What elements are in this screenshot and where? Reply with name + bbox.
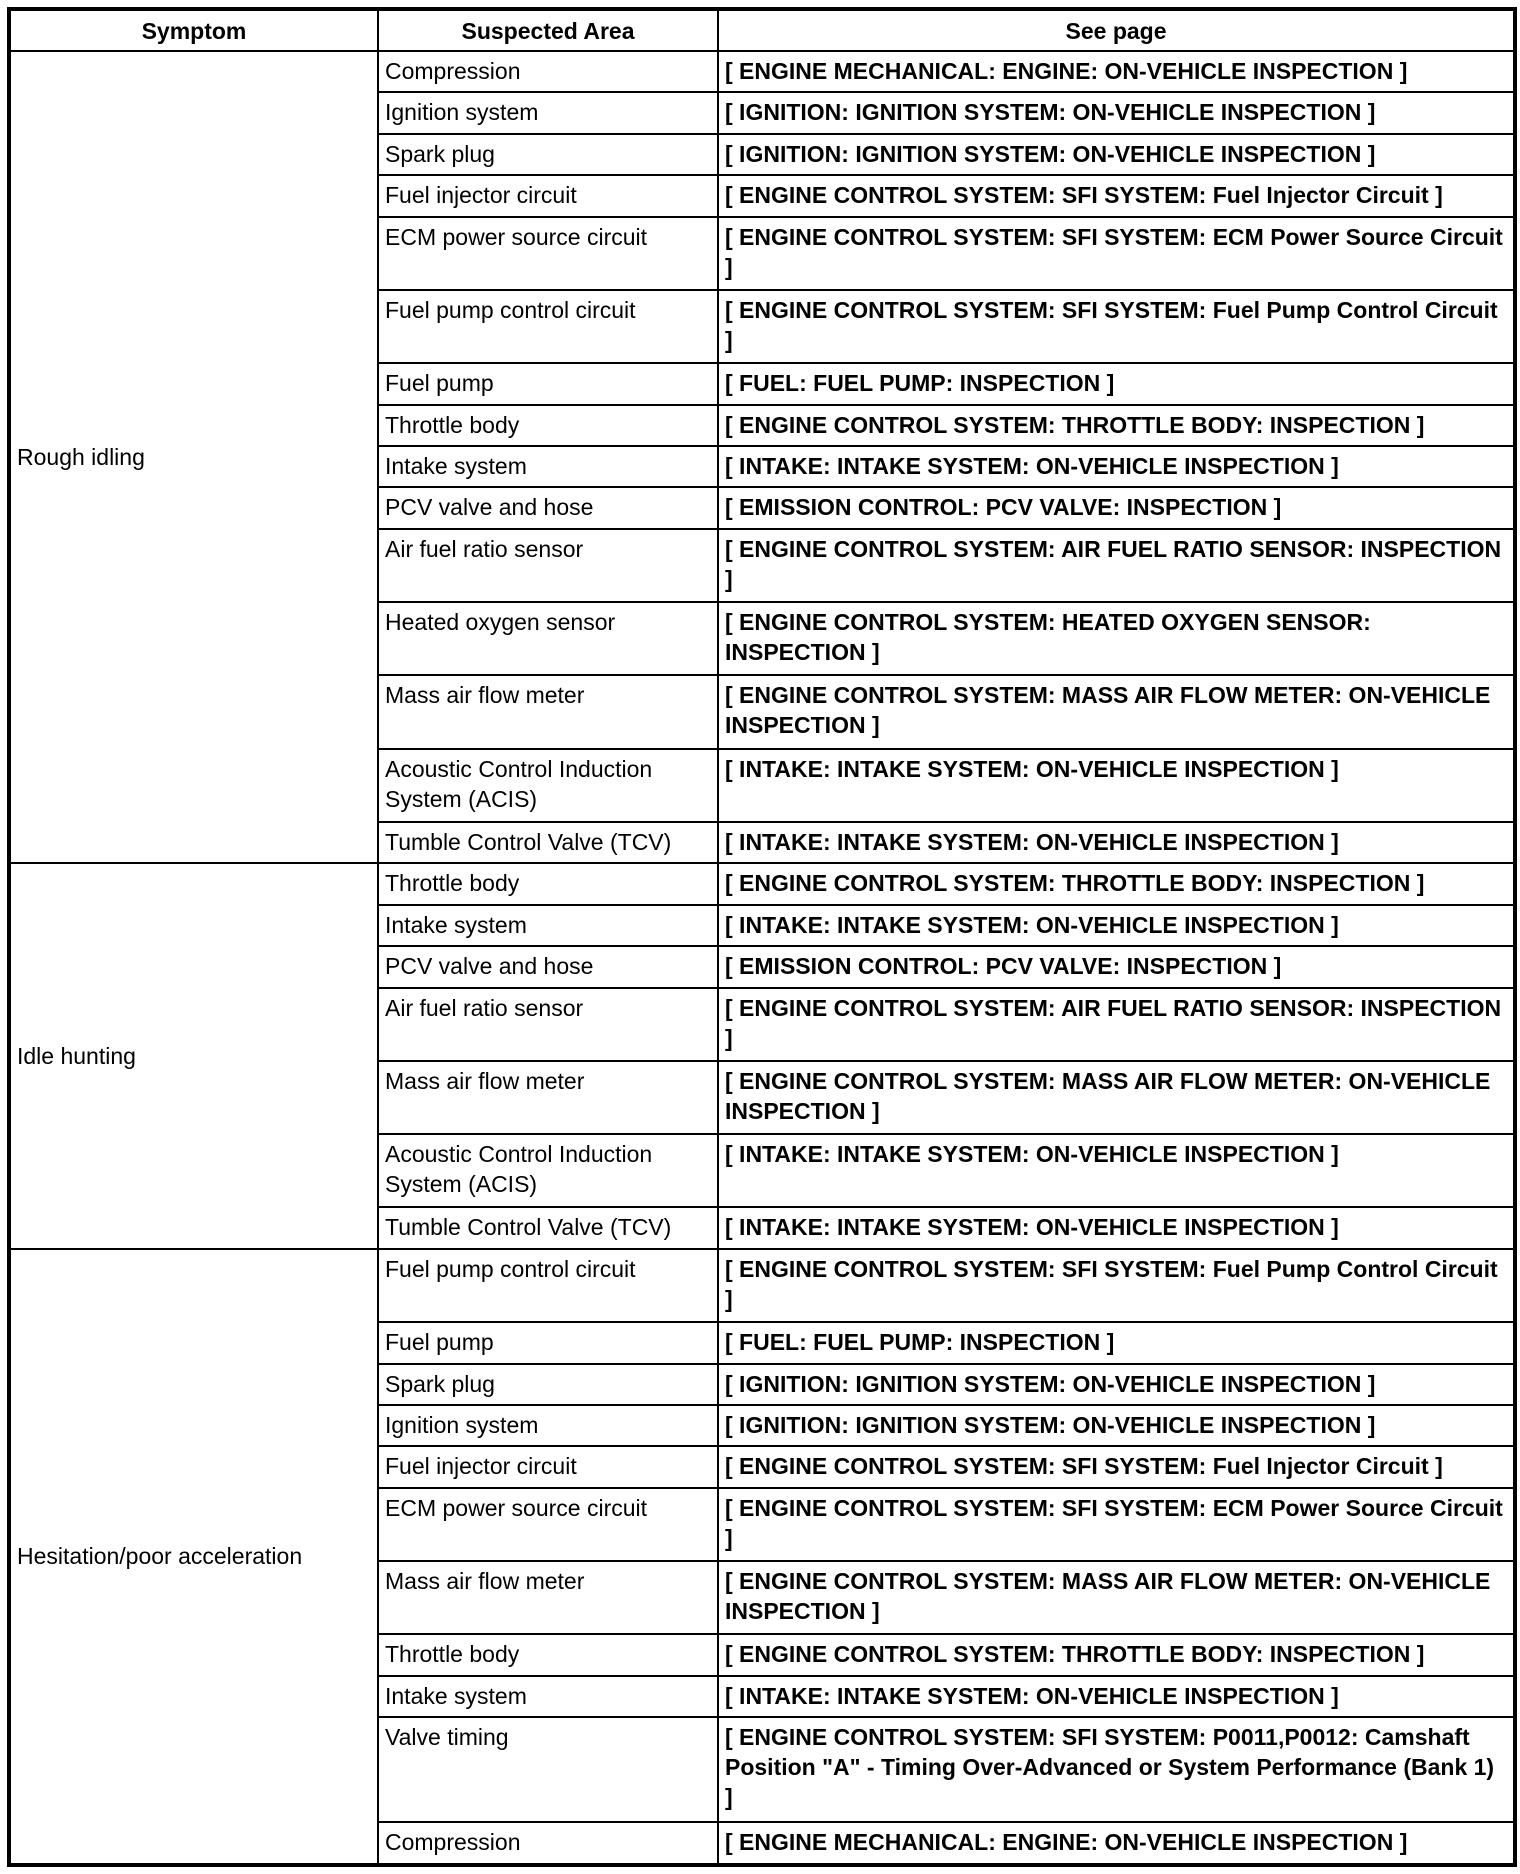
suspected-area-cell: Heated oxygen sensor xyxy=(378,602,718,675)
suspected-area-cell: ECM power source circuit xyxy=(378,1488,718,1561)
see-page-cell: [ INTAKE: INTAKE SYSTEM: ON-VEHICLE INSPECTION ] xyxy=(718,1207,1515,1248)
suspected-area-cell: Acoustic Control Induction System (ACIS) xyxy=(378,1134,718,1207)
suspected-area-cell: Valve timing xyxy=(378,1717,718,1822)
see-page-cell: [ ENGINE MECHANICAL: ENGINE: ON-VEHICLE INSPECTION ] xyxy=(718,51,1515,92)
see-page-cell: [ ENGINE CONTROL SYSTEM: SFI SYSTEM: Fuel Injector Circuit ] xyxy=(718,1446,1515,1487)
see-page-cell: [ ENGINE CONTROL SYSTEM: SFI SYSTEM: Fuel Pump Control Circuit ] xyxy=(718,1249,1515,1322)
suspected-area-cell: Mass air flow meter xyxy=(378,1561,718,1634)
suspected-area-cell: Tumble Control Valve (TCV) xyxy=(378,822,718,863)
see-page-cell: [ IGNITION: IGNITION SYSTEM: ON-VEHICLE INSPECTION ] xyxy=(718,92,1515,133)
see-page-cell: [ ENGINE CONTROL SYSTEM: MASS AIR FLOW METER: ON-VEHICLE INSPECTION ] xyxy=(718,675,1515,748)
suspected-area-cell: Fuel pump xyxy=(378,363,718,404)
see-page-cell: [ INTAKE: INTAKE SYSTEM: ON-VEHICLE INSPECTION ] xyxy=(718,749,1515,822)
header-symptom: Symptom xyxy=(9,9,378,51)
suspected-area-cell: Fuel pump control circuit xyxy=(378,290,718,363)
suspected-area-cell: Acoustic Control Induction System (ACIS) xyxy=(378,749,718,822)
header-row xyxy=(9,9,1515,51)
suspected-area-cell: Compression xyxy=(378,1822,718,1865)
see-page-cell: [ INTAKE: INTAKE SYSTEM: ON-VEHICLE INSPECTION ] xyxy=(718,822,1515,863)
suspected-area-cell: Throttle body xyxy=(378,405,718,446)
suspected-area-cell: Ignition system xyxy=(378,1405,718,1446)
see-page-cell: [ ENGINE CONTROL SYSTEM: AIR FUEL RATIO SENSOR: INSPECTION ] xyxy=(718,529,1515,602)
suspected-area-cell: Mass air flow meter xyxy=(378,1061,718,1134)
symptom-cell: Hesitation/poor acceleration xyxy=(9,1249,378,1865)
suspected-area-cell: Fuel pump xyxy=(378,1322,718,1363)
suspected-area-cell: ECM power source circuit xyxy=(378,217,718,290)
suspected-area-cell: Ignition system xyxy=(378,92,718,133)
see-page-cell: [ ENGINE CONTROL SYSTEM: AIR FUEL RATIO SENSOR: INSPECTION ] xyxy=(718,988,1515,1061)
suspected-area-cell: PCV valve and hose xyxy=(378,946,718,987)
see-page-cell: [ ENGINE CONTROL SYSTEM: HEATED OXYGEN SENSOR: INSPECTION ] xyxy=(718,602,1515,675)
suspected-area-cell: Intake system xyxy=(378,446,718,487)
see-page-cell: [ ENGINE CONTROL SYSTEM: SFI SYSTEM: P0011,P0012: Camshaft Position "A" - Timing Over-Advanced or System Performance (Bank 1) ] xyxy=(718,1717,1515,1822)
header-suspected-area: Suspected Area xyxy=(378,9,718,51)
header-see-page: See page xyxy=(718,9,1515,51)
suspected-area-cell: Mass air flow meter xyxy=(378,675,718,748)
see-page-cell: [ ENGINE MECHANICAL: ENGINE: ON-VEHICLE INSPECTION ] xyxy=(718,1822,1515,1865)
see-page-cell: [ EMISSION CONTROL: PCV VALVE: INSPECTION ] xyxy=(718,946,1515,987)
suspected-area-cell: Fuel pump control circuit xyxy=(378,1249,718,1322)
see-page-cell: [ ENGINE CONTROL SYSTEM: MASS AIR FLOW METER: ON-VEHICLE INSPECTION ] xyxy=(718,1561,1515,1634)
see-page-cell: [ ENGINE CONTROL SYSTEM: MASS AIR FLOW METER: ON-VEHICLE INSPECTION ] xyxy=(718,1061,1515,1134)
suspected-area-cell: Air fuel ratio sensor xyxy=(378,529,718,602)
see-page-cell: [ ENGINE CONTROL SYSTEM: SFI SYSTEM: Fuel Pump Control Circuit ] xyxy=(718,290,1515,363)
see-page-cell: [ EMISSION CONTROL: PCV VALVE: INSPECTION ] xyxy=(718,487,1515,528)
suspected-area-cell: Air fuel ratio sensor xyxy=(378,988,718,1061)
see-page-cell: [ ENGINE CONTROL SYSTEM: THROTTLE BODY: INSPECTION ] xyxy=(718,863,1515,904)
suspected-area-cell: Throttle body xyxy=(378,1634,718,1675)
suspected-area-cell: Tumble Control Valve (TCV) xyxy=(378,1207,718,1248)
see-page-cell: [ ENGINE CONTROL SYSTEM: SFI SYSTEM: ECM Power Source Circuit ] xyxy=(718,1488,1515,1561)
see-page-cell: [ INTAKE: INTAKE SYSTEM: ON-VEHICLE INSPECTION ] xyxy=(718,446,1515,487)
suspected-area-cell: Fuel injector circuit xyxy=(378,1446,718,1487)
see-page-cell: [ FUEL: FUEL PUMP: INSPECTION ] xyxy=(718,1322,1515,1363)
see-page-cell: [ INTAKE: INTAKE SYSTEM: ON-VEHICLE INSPECTION ] xyxy=(718,1134,1515,1207)
see-page-cell: [ IGNITION: IGNITION SYSTEM: ON-VEHICLE INSPECTION ] xyxy=(718,134,1515,175)
see-page-cell: [ FUEL: FUEL PUMP: INSPECTION ] xyxy=(718,363,1515,404)
table-row xyxy=(9,863,1515,904)
suspected-area-cell: Intake system xyxy=(378,1676,718,1717)
table-row xyxy=(9,1249,1515,1322)
see-page-cell: [ IGNITION: IGNITION SYSTEM: ON-VEHICLE INSPECTION ] xyxy=(718,1405,1515,1446)
see-page-cell: [ INTAKE: INTAKE SYSTEM: ON-VEHICLE INSPECTION ] xyxy=(718,905,1515,946)
see-page-cell: [ INTAKE: INTAKE SYSTEM: ON-VEHICLE INSPECTION ] xyxy=(718,1676,1515,1717)
suspected-area-cell: PCV valve and hose xyxy=(378,487,718,528)
suspected-area-cell: Compression xyxy=(378,51,718,92)
table-row xyxy=(9,51,1515,92)
suspected-area-cell: Intake system xyxy=(378,905,718,946)
suspected-area-cell: Throttle body xyxy=(378,863,718,904)
suspected-area-cell: Fuel injector circuit xyxy=(378,175,718,216)
table-body xyxy=(9,51,1515,1865)
see-page-cell: [ ENGINE CONTROL SYSTEM: THROTTLE BODY: INSPECTION ] xyxy=(718,405,1515,446)
suspected-area-cell: Spark plug xyxy=(378,134,718,175)
see-page-cell: [ ENGINE CONTROL SYSTEM: THROTTLE BODY: INSPECTION ] xyxy=(718,1634,1515,1675)
symptom-cell: Rough idling xyxy=(9,51,378,863)
symptom-table xyxy=(7,7,1517,1867)
see-page-cell: [ ENGINE CONTROL SYSTEM: SFI SYSTEM: ECM Power Source Circuit ] xyxy=(718,217,1515,290)
symptom-cell: Idle hunting xyxy=(9,863,378,1248)
see-page-cell: [ IGNITION: IGNITION SYSTEM: ON-VEHICLE INSPECTION ] xyxy=(718,1364,1515,1405)
see-page-cell: [ ENGINE CONTROL SYSTEM: SFI SYSTEM: Fuel Injector Circuit ] xyxy=(718,175,1515,216)
suspected-area-cell: Spark plug xyxy=(378,1364,718,1405)
